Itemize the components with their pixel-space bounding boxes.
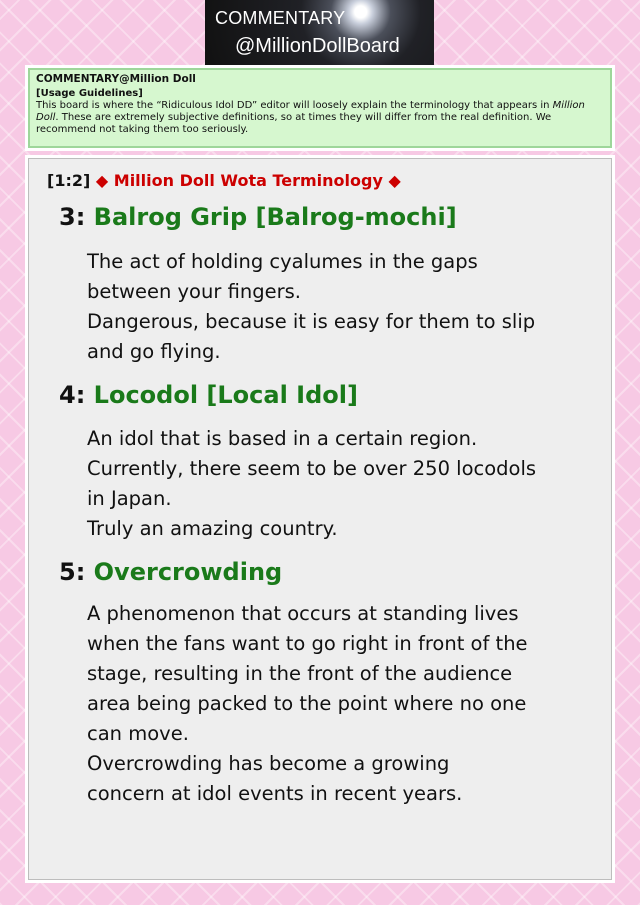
definition-line: area being packed to the point where no one [87, 692, 527, 715]
definition-line: Overcrowding has become a growing [87, 752, 450, 775]
section-header [47, 171, 401, 190]
definition-line: The act of holding cyalumes in the gaps [87, 250, 478, 273]
section-title: Million Doll Wota Terminology [113, 171, 383, 190]
diamond-icon: ◆ [388, 171, 401, 190]
definition-line: and go flying. [87, 340, 221, 363]
definition-line: Currently, there seem to be over 250 locodols [87, 457, 537, 480]
term-definition [87, 599, 587, 809]
page-indicator: [1:2] [47, 171, 91, 190]
term-heading [59, 203, 457, 231]
definition-line: concern at idol events in recent years. [87, 782, 463, 805]
term-definition [87, 424, 587, 544]
header-banner [205, 0, 434, 66]
definition-line: An idol that is based in a certain region. [87, 427, 478, 450]
term-name: Overcrowding [93, 558, 283, 586]
term-name: Balrog Grip [Balrog-mochi] [93, 203, 457, 231]
usage-guidelines-box [28, 68, 612, 148]
term-heading [59, 558, 282, 586]
guidelines-text-part1: This board is where the “Ridiculous Idol DD” editor will loosely explain the terminology that appears in [36, 100, 553, 111]
terminology-panel [28, 158, 612, 880]
guidelines-title: COMMENTARY@Million Doll [36, 73, 196, 85]
guidelines-text-part2: . These are extremely subjective definitions, so at times they will differ from the real definition. We recommend not taking them too seriously. [36, 112, 552, 135]
guidelines-text-italic: Million Doll [36, 100, 585, 123]
term-name: Locodol [Local Idol] [93, 381, 358, 409]
guidelines-text [36, 100, 604, 136]
definition-line: Dangerous, because it is easy for them to slip [87, 310, 536, 333]
diamond-icon: ◆ [95, 171, 109, 190]
guidelines-subtitle: [Usage Guidelines] [36, 88, 143, 99]
term-number: 5: [59, 558, 86, 586]
term-number: 3: [59, 203, 86, 231]
header-handle: @MillionDollBoard [235, 35, 400, 57]
definition-line: can move. [87, 722, 189, 745]
term-number: 4: [59, 381, 86, 409]
definition-line: between your fingers. [87, 280, 301, 303]
definition-line: stage, resulting in the front of the audience [87, 662, 513, 685]
term-heading [59, 381, 358, 409]
definition-line: A phenomenon that occurs at standing lives [87, 602, 519, 625]
term-definition [87, 247, 587, 367]
definition-line: Truly an amazing country. [87, 517, 338, 540]
header-title: COMMENTARY [215, 8, 346, 28]
definition-line: when the fans want to go right in front of the [87, 632, 528, 655]
definition-line: in Japan. [87, 487, 172, 510]
